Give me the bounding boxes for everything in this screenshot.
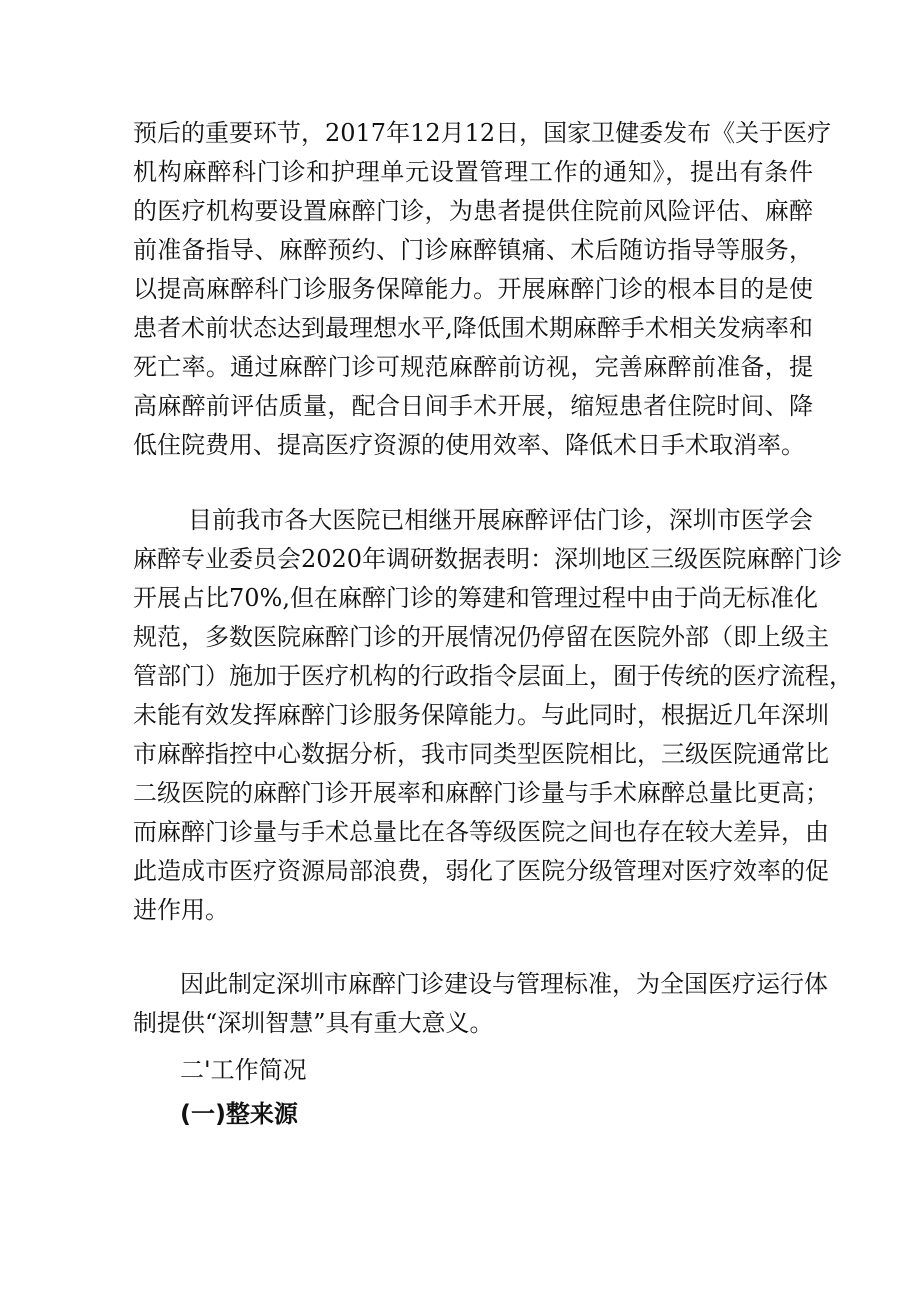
paragraph-1-line-5: 以提高麻醉科门诊服务保障能力。开展麻醉门诊的根本目的是使: [133, 275, 813, 303]
paragraph-1-line-2: 机构麻醉科门诊和护理单元设置管理工作的通知》，提出有条件: [133, 158, 813, 186]
paragraph-1-line-1: 预后的重要环节，2017年12月12日，国家卫健委发布《关于医疗: [133, 119, 832, 147]
paragraph-2-line-4: 规范，多数医院麻醉门诊的开展情况仍停留在医院外部（即上级主: [133, 623, 829, 651]
paragraph-1-line-3: 的医疗机构要设置麻醉门诊，为患者提供住院前风险评估、麻醉: [133, 197, 813, 225]
paragraph-2-line-2: 麻醉专业委员会2020年调研数据表明：深圳地区三级医院麻醉门诊: [133, 545, 843, 573]
paragraph-3-line-1: 因此制定深圳市麻醉门诊建设与管理标准，为全国医疗运行体: [180, 970, 828, 998]
paragraph-2-line-9: 而麻醉门诊量与手术总量比在各等级医院之间也存在较大差异，由: [133, 818, 829, 846]
subsection-heading: (一)整来源: [180, 1100, 298, 1128]
paragraph-2-line-5: 管部门）施加于医疗机构的行政指令层面上，囿于传统的医疗流程，: [133, 662, 853, 690]
paragraph-2-line-1: 目前我市各大医院已相继开展麻醉评估门诊，深圳市医学会: [188, 506, 813, 534]
paragraph-2-line-11: 进作用。: [133, 896, 229, 924]
paragraph-1-line-9: 低住院费用、提高医疗资源的使用效率、降低术日手术取消率。: [133, 431, 805, 459]
paragraph-2-line-3: 开展占比70%,但在麻醉门诊的筹建和管理过程中由于尚无标准化: [133, 584, 818, 612]
paragraph-2-line-7: 市麻醉指控中心数据分析，我市同类型医院相比，三级医院通常比: [133, 740, 829, 768]
paragraph-1-line-6: 患者术前状态达到最理想水平,降低围术期麻醉手术相关发病率和: [133, 314, 813, 342]
section-heading: 二'工作简况: [180, 1056, 307, 1084]
paragraph-2-line-8: 二级医院的麻醉门诊开展率和麻醉门诊量与手术麻醉总量比更高；: [133, 779, 829, 807]
paragraph-1-line-4: 前准备指导、麻醉预约、门诊麻醉镇痛、术后随访指导等服务，: [133, 236, 813, 264]
paragraph-3-line-2: 制提供“深圳智慧”具有重大意义。: [133, 1009, 494, 1037]
paragraph-1-line-7: 死亡率。通过麻醉门诊可规范麻醉前访视，完善麻醉前准备，提: [133, 353, 813, 381]
paragraph-1-line-8: 高麻醉前评估质量，配合日间手术开展，缩短患者住院时间、降: [133, 392, 813, 420]
paragraph-2-line-6: 未能有效发挥麻醉门诊服务保障能力。与此同时，根据近几年深圳: [133, 701, 829, 729]
paragraph-2-line-10: 此造成市医疗资源局部浪费，弱化了医院分级管理对医疗效率的促: [133, 857, 829, 885]
